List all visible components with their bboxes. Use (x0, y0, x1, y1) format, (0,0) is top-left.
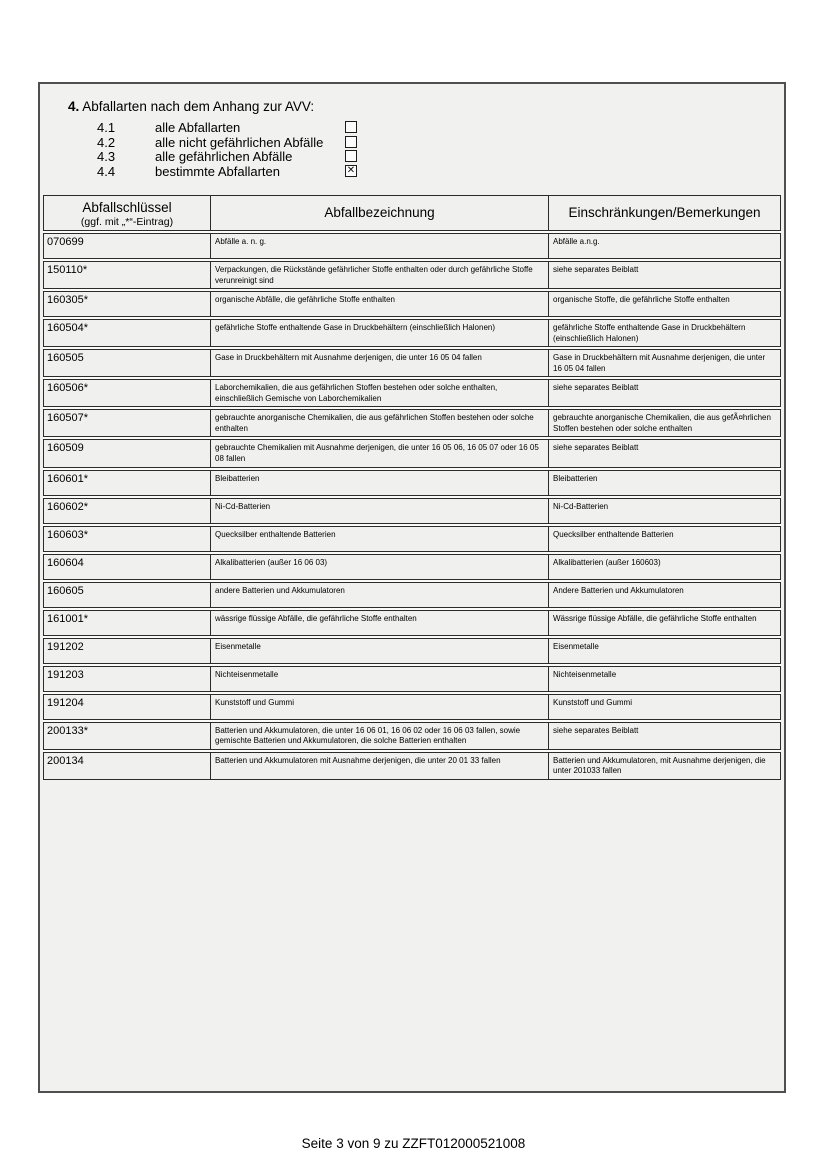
option-number: 4.1 (97, 120, 116, 135)
option-checkbox[interactable] (345, 136, 357, 148)
cell-abfallbezeichnung: Gase in Druckbehältern mit Ausnahme derjenigen, die unter 16 05 04 fallen (211, 350, 549, 376)
cell-bemerkungen: siehe separates Beiblatt (553, 725, 639, 735)
column-header-abfallbezeichnung: Abfallbezeichnung (211, 196, 549, 230)
cell-abfallschluessel: 070699 (44, 234, 211, 258)
cell-bemerkungen: Andere Batterien und Akkumulatoren (553, 585, 684, 595)
cell-bemerkungen: Gase in Druckbehältern mit Ausnahme derjenigen, die unter 16 05 04 fallen (553, 353, 766, 373)
cell-bemerkungen: Abfälle a.n.g. (553, 237, 600, 246)
table-row (43, 261, 781, 289)
option-checkbox[interactable] (345, 150, 357, 162)
option-label: alle nicht gefährlichen Abfälle (155, 134, 324, 150)
cell-abfallschluessel: 191203 (44, 667, 211, 691)
table-row (43, 409, 781, 437)
cell-abfallbezeichnung: Laborchemikalien, die aus gefährlichen Stoffen bestehen oder solche enthalten, einschließlich Gemische von Laborchemikalien (211, 380, 549, 406)
table-row (43, 349, 781, 377)
cell-abfallschluessel: 160601* (44, 471, 211, 495)
page-footer: Seite 3 von 9 zu ZZFT012000521008 (301, 1136, 526, 1151)
table-row (43, 638, 781, 664)
table-row (43, 610, 781, 636)
cell-abfallschluessel: 200133* (44, 723, 211, 749)
table-row (43, 752, 781, 780)
cell-abfallschluessel: 161001* (44, 611, 211, 635)
cell-abfallschluessel: 160504* (44, 320, 211, 346)
cell-bemerkungen: Kunststoff und Gummi (553, 697, 632, 707)
cell-abfallbezeichnung: Batterien und Akkumulatoren mit Ausnahme derjenigen, die unter 20 01 33 fallen (211, 753, 549, 779)
cell-bemerkungen: Batterien und Akkumulatoren, mit Ausnahme derjenigen, die unter 201033 fallen (553, 755, 766, 776)
cell-abfallbezeichnung: wässrige flüssige Abfälle, die gefährliche Stoffe enthalten (211, 611, 549, 635)
option-row (40, 149, 784, 164)
cell-abfallbezeichnung: Ni-Cd-Batterien (211, 499, 549, 523)
cell-abfallbezeichnung: gebrauchte Chemikalien mit Ausnahme derjenigen, die unter 16 05 06, 16 05 07 oder 16 05 08 fallen (211, 440, 549, 466)
cell-bemerkungen: Bleibatterien (553, 473, 598, 483)
cell-abfallschluessel: 160509 (44, 440, 211, 466)
column-header-abfallschluessel (44, 196, 211, 230)
cell-bemerkungen: siehe separates Beiblatt (553, 265, 639, 274)
cell-bemerkungen: Ni-Cd-Batterien (553, 501, 609, 511)
table-row (43, 582, 781, 608)
cell-abfallschluessel: 160602* (44, 499, 211, 523)
table-row (43, 722, 781, 750)
cell-abfallbezeichnung: gefährliche Stoffe enthaltende Gase in Druckbehältern (einschließlich Halonen) (211, 320, 549, 346)
table-header-row (43, 195, 781, 231)
cell-abfallbezeichnung: Bleibatterien (211, 471, 549, 495)
cell-bemerkungen: siehe separates Beiblatt (553, 383, 639, 393)
cell-abfallschluessel: 160505 (44, 350, 211, 376)
table-row (43, 694, 781, 720)
column-header-abfallschluessel-title: Abfallschlüssel (82, 200, 172, 215)
cell-bemerkungen: Alkalibatterien (außer 160603) (553, 557, 661, 567)
cell-bemerkungen: gebrauchte anorganische Chemikalien, die aus gefÃ¤hrlichen Stoffen bestehen oder solche enthalten (553, 413, 771, 433)
cell-abfallbezeichnung: Quecksilber enthaltende Batterien (211, 527, 549, 551)
cell-abfallschluessel: 160305* (44, 292, 211, 316)
option-number: 4.2 (97, 134, 116, 150)
cell-bemerkungen: Nichteisenmetalle (553, 669, 617, 679)
table-row (43, 379, 781, 407)
table-row (43, 526, 781, 552)
table-row (43, 233, 781, 259)
section-title-text: Abfallarten nach dem Anhang zur AVV: (82, 99, 315, 114)
cell-abfallbezeichnung: Nichteisenmetalle (211, 667, 549, 691)
cell-bemerkungen: Wässrige flüssige Abfälle, die gefährliche Stoffe enthalten (553, 613, 757, 623)
cell-bemerkungen: Quecksilber enthaltende Batterien (553, 529, 674, 539)
column-header-einschraenkungen: Einschränkungen/Bemerkungen (568, 205, 761, 220)
column-header-abfallschluessel-subtitle: (ggf. mit „*“-Eintrag) (80, 216, 174, 228)
option-number: 4.3 (97, 149, 116, 165)
option-label: bestimmte Abfallarten (155, 163, 281, 179)
cell-abfallschluessel: 160603* (44, 527, 211, 551)
section-number: 4. (68, 99, 80, 114)
table-row (43, 439, 781, 467)
option-row (40, 135, 784, 150)
table-row (43, 498, 781, 524)
table-row (43, 291, 781, 317)
option-row (40, 120, 784, 135)
option-number: 4.4 (97, 163, 116, 179)
cell-abfallschluessel: 191202 (44, 639, 211, 663)
cell-abfallbezeichnung: Kunststoff und Gummi (211, 695, 549, 719)
waste-type-options (40, 120, 784, 178)
cell-abfallschluessel: 160506* (44, 380, 211, 406)
cell-abfallbezeichnung: Verpackungen, die Rückstände gefährlicher Stoffe enthalten oder durch gefährliche Stoffe verunreinigt sind (211, 262, 549, 288)
table-row (43, 319, 781, 347)
cell-bemerkungen: organische Stoffe, die gefährliche Stoffe enthalten (553, 295, 730, 305)
table-row (43, 470, 781, 496)
cell-abfallbezeichnung: Batterien und Akkumulatoren, die unter 16 06 01, 16 06 02 oder 16 06 03 fallen, sowie gemischte Batterien und Akkumulatoren, die solche Batterien enthalten (211, 723, 549, 749)
option-label: alle gefährlichen Abfälle (155, 149, 293, 165)
cell-abfallbezeichnung: gebrauchte anorganische Chemikalien, die aus gefährlichen Stoffen bestehen oder solche enthalten (211, 410, 549, 436)
option-label: alle Abfallarten (155, 120, 241, 135)
waste-table (43, 195, 781, 780)
cell-abfallschluessel: 160605 (44, 583, 211, 607)
table-row (43, 666, 781, 692)
option-checkbox[interactable] (345, 165, 357, 177)
cell-abfallschluessel: 150110* (44, 262, 211, 288)
cell-abfallbezeichnung: Alkalibatterien (außer 16 06 03) (211, 555, 549, 579)
cell-bemerkungen: gefährliche Stoffe enthaltende Gase in Druckbehältern (einschließlich Halonen) (553, 323, 746, 343)
cell-bemerkungen: Eisenmetalle (553, 641, 599, 651)
cell-abfallbezeichnung: andere Batterien und Akkumulatoren (211, 583, 549, 607)
cell-abfallbezeichnung: organische Abfälle, die gefährliche Stoffe enthalten (211, 292, 549, 316)
form-page (38, 82, 786, 1093)
cell-abfallschluessel: 160604 (44, 555, 211, 579)
option-checkbox[interactable] (345, 121, 357, 133)
option-row (40, 164, 784, 179)
cell-abfallschluessel: 160507* (44, 410, 211, 436)
cell-abfallschluessel: 200134 (44, 753, 211, 779)
section-title (68, 99, 314, 114)
cell-abfallschluessel: 191204 (44, 695, 211, 719)
cell-abfallbezeichnung: Eisenmetalle (211, 639, 549, 663)
table-row (43, 554, 781, 580)
cell-abfallbezeichnung: Abfälle a. n. g. (211, 234, 549, 258)
cell-bemerkungen: siehe separates Beiblatt (553, 443, 639, 453)
